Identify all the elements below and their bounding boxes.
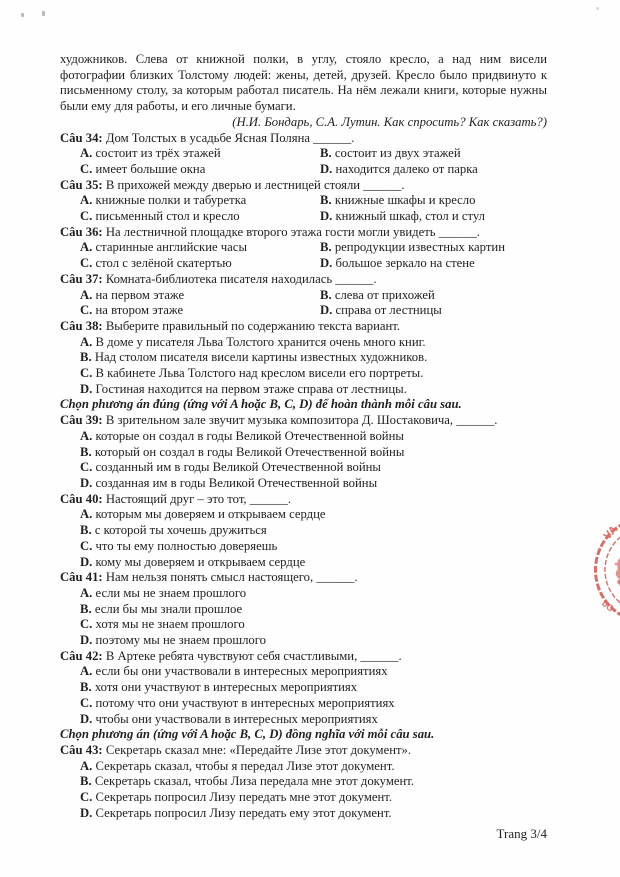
options-list (80, 240, 547, 271)
answer-option (320, 146, 547, 162)
option-letter: C. (80, 303, 93, 318)
option-text: справа от лестницы (332, 303, 442, 318)
answer-option (320, 162, 547, 178)
question-stem (60, 570, 547, 586)
question-text: Комната-библиотека писателя находилась ______. (102, 271, 377, 286)
options-list (80, 193, 547, 224)
option-text: старинные английские часы (92, 240, 247, 255)
option-text: стол с зелёной скатертью (92, 256, 232, 271)
question-block (60, 131, 547, 178)
question-stem (60, 743, 547, 759)
stamp-emblem (615, 550, 620, 595)
options-list (80, 429, 547, 492)
option-text: который он создал в годы Великой Отечественной войны (91, 444, 405, 459)
answer-option (80, 664, 547, 680)
option-text: Секретарь попросил Лизу передать мне этот документ. (92, 790, 393, 805)
option-letter: B. (80, 444, 92, 459)
answer-option (80, 602, 547, 618)
option-letter: A. (80, 193, 93, 208)
options-list (80, 335, 547, 398)
option-text: если мы не знаем прошлого (92, 585, 247, 600)
option-letter: C. (80, 460, 93, 475)
options-list (80, 759, 547, 822)
question-number: Câu 41: (60, 570, 103, 585)
option-letter: A. (80, 240, 93, 255)
question-stem (60, 319, 547, 335)
scan-speck (596, 7, 599, 10)
question-text: В зрительном зале звучит музыка композитора Д. Шостаковича, ______. (102, 413, 498, 428)
question-number: Câu 43: (60, 742, 103, 757)
option-text: с которой ты хочешь дружиться (91, 523, 267, 538)
option-letter: B. (80, 601, 92, 616)
option-letter: C. (80, 538, 93, 553)
answer-option (80, 507, 547, 523)
answer-option (80, 303, 320, 319)
option-letter: D. (80, 381, 93, 396)
option-letter: B. (320, 146, 332, 161)
option-text: слева от прихожей (331, 287, 435, 302)
question-text: Выберите правильный по содержанию текста вариант. (102, 318, 401, 333)
answer-option (80, 366, 547, 382)
answer-option (80, 633, 547, 649)
option-letter: D. (320, 209, 333, 224)
section-instruction: Chọn phương án đúng (ứng với A hoặc B, C, D) để hoàn thành mỗi câu sau. (60, 397, 462, 412)
option-text: Секретарь попросил Лизу передать ему этот документ. (92, 805, 392, 820)
answer-option (80, 350, 547, 366)
scan-speck (42, 11, 45, 16)
question-text: В прихожей между дверью и лестницей стояли ______. (102, 177, 405, 192)
option-text: Гостиная находится на первом этаже справа от лестницы. (92, 381, 407, 396)
option-text: созданный им в годы Великой Отечественной войны (92, 460, 381, 475)
option-text: на первом этаже (92, 287, 185, 302)
answer-option (80, 209, 320, 225)
option-text: книжные шкафы и кресло (331, 193, 476, 208)
question-text: Дом Толстых в усадьбе Ясная Поляна ______. (102, 130, 355, 145)
question-text: В Артеке ребята чувствуют себя счастливыми, ______. (102, 648, 402, 663)
question-stem (60, 272, 547, 288)
answer-option (80, 712, 547, 728)
answer-option (320, 256, 547, 272)
option-text: В доме у писателя Льва Толстого хранится очень много книг. (92, 334, 426, 349)
option-letter: B. (80, 523, 92, 538)
answer-option (80, 680, 547, 696)
question-block (60, 649, 547, 728)
answer-option (80, 382, 547, 398)
option-letter: B. (320, 240, 332, 255)
option-letter: A. (80, 758, 93, 773)
answer-option (80, 429, 547, 445)
option-text: имеет большие окна (92, 161, 206, 176)
answer-option (320, 240, 547, 256)
answer-option (80, 193, 320, 209)
answer-option (320, 288, 547, 304)
question-text: На лестничной площадке второго этажа гости могли увидеть ______. (102, 224, 480, 239)
option-letter: C. (80, 617, 93, 632)
option-letter: A. (80, 585, 93, 600)
question-text: Секретарь сказал мне: «Передайте Лизе этот документ». (102, 742, 412, 757)
option-letter: A. (80, 146, 93, 161)
option-letter: D. (80, 554, 93, 569)
question-text: Настоящий друг – это тот, ______. (102, 491, 292, 506)
options-list (80, 146, 547, 177)
option-text: Секретарь сказал, чтобы Лиза передала мне этот документ. (91, 774, 415, 789)
option-text: чтобы они участвовали в интересных мероприятиях (92, 711, 378, 726)
question-number: Câu 34: (60, 130, 103, 145)
question-block (60, 319, 547, 398)
answer-option (80, 240, 320, 256)
option-text: поэтому мы не знаем прошлого (92, 633, 267, 648)
option-text: на втором этаже (92, 303, 184, 318)
option-letter: A. (80, 287, 93, 302)
option-text: хотя мы не знаем прошлого (92, 617, 245, 632)
options-list (80, 664, 547, 727)
answer-option (80, 696, 547, 712)
question-stem (60, 225, 547, 241)
option-text: книжный шкаф, стол и стул (332, 209, 486, 224)
option-letter: A. (80, 664, 93, 679)
option-text: созданная им в годы Великой Отечественной войны (92, 475, 378, 490)
option-text: Секретарь сказал, чтобы я передал Лизе этот документ. (92, 758, 395, 773)
answer-option (80, 460, 547, 476)
option-text: книжные полки и табуретка (92, 193, 247, 208)
stamp-letters-top: VA (601, 523, 620, 543)
option-text: Над столом писателя висели картины известных художников. (91, 350, 428, 365)
options-list (80, 507, 547, 570)
question-block (60, 272, 547, 319)
option-letter: B. (80, 350, 92, 365)
option-text: находится далеко от парка (332, 161, 478, 176)
question-block (60, 178, 547, 225)
question-text: Нам нельзя понять смысл настоящего, ______. (102, 570, 358, 585)
question-number: Câu 35: (60, 177, 103, 192)
question-block (60, 225, 547, 272)
reading-source-citation: (Н.И. Бондарь, С.А. Лутин. Как спросить? Как сказать?) (232, 114, 547, 129)
option-letter: D. (320, 256, 333, 271)
answer-option (80, 445, 547, 461)
answer-option (80, 146, 320, 162)
question-block (60, 743, 547, 822)
option-letter: D. (80, 711, 93, 726)
answer-option (320, 209, 547, 225)
option-text: которым мы доверяем и открываем сердце (92, 507, 326, 522)
option-letter: D. (320, 303, 333, 318)
option-text: письменный стол и кресло (92, 209, 240, 224)
option-letter: B. (80, 680, 92, 695)
option-text: репродукции известных картин (331, 240, 505, 255)
question-stem (60, 649, 547, 665)
option-letter: C. (80, 256, 93, 271)
question-number: Câu 39: (60, 413, 103, 428)
option-text: хотя они участвуют в интересных мероприятиях (91, 680, 358, 695)
option-letter: C. (80, 695, 93, 710)
answer-option (80, 523, 547, 539)
option-letter: D. (80, 633, 93, 648)
option-letter: A. (80, 334, 93, 349)
answer-option (80, 555, 547, 571)
question-stem (60, 131, 547, 147)
answer-option (80, 806, 547, 822)
option-letter: C. (80, 366, 93, 381)
page-number: Trang 3/4 (496, 826, 547, 841)
option-text: если бы мы знали прошлое (91, 601, 243, 616)
option-text: большое зеркало на стене (332, 256, 475, 271)
question-stem (60, 413, 547, 429)
question-block (60, 492, 547, 571)
answer-option (80, 335, 547, 351)
option-letter: D. (320, 161, 333, 176)
answer-option (80, 162, 320, 178)
option-text: если бы они участвовали в интересных мероприятиях (92, 664, 388, 679)
option-letter: C. (80, 209, 93, 224)
question-number: Câu 37: (60, 271, 103, 286)
stamp-letters-bottom: bO (599, 598, 616, 614)
option-text: состоит из трёх этажей (92, 146, 221, 161)
question-stem (60, 178, 547, 194)
option-text: кому мы доверяем и открываем сердце (92, 554, 306, 569)
answer-option (80, 539, 547, 555)
option-letter: C. (80, 790, 93, 805)
option-text: состоит из двух этажей (331, 146, 461, 161)
question-stem (60, 492, 547, 508)
option-letter: B. (320, 287, 332, 302)
question-number: Câu 38: (60, 318, 103, 333)
option-letter: B. (320, 193, 332, 208)
option-letter: A. (80, 428, 93, 443)
option-letter: D. (80, 805, 93, 820)
options-list (80, 288, 547, 319)
option-text: которые он создал в годы Великой Отечественной войны (92, 428, 404, 443)
question-number: Câu 42: (60, 648, 103, 663)
answer-option (80, 288, 320, 304)
option-text: потому что они участвуют в интересных мероприятиях (92, 695, 395, 710)
option-letter: A. (80, 507, 93, 522)
answer-option (80, 256, 320, 272)
answer-option (320, 193, 547, 209)
answer-option (80, 759, 547, 775)
answer-option (80, 617, 547, 633)
question-number: Câu 36: (60, 224, 103, 239)
question-block (60, 413, 547, 492)
reading-paragraph: художников. Слева от книжной полки, в углу, стояло кресло, а над ним висели фотографии близких Толстому людей: жены, детей, друзей. Кресло было придвинуто к письменному столу, за которым работал писатель. На нём лежали книги, которые нужны были ему для работы, и его личные бумаги. (60, 52, 547, 114)
option-text: что ты ему полностью доверяешь (92, 538, 278, 553)
answer-option (80, 774, 547, 790)
answer-option (80, 790, 547, 806)
official-stamp-icon (592, 514, 620, 626)
exam-content (60, 52, 547, 821)
options-list (80, 586, 547, 649)
question-block (60, 570, 547, 649)
option-letter: D. (80, 475, 93, 490)
option-text: В кабинете Льва Толстого над креслом висели его портреты. (92, 366, 424, 381)
scan-speck (21, 13, 24, 17)
option-letter: C. (80, 161, 93, 176)
question-number: Câu 40: (60, 491, 103, 506)
answer-option (80, 586, 547, 602)
option-letter: B. (80, 774, 92, 789)
section-instruction: Chọn phương án (ứng với A hoặc B, C, D) đồng nghĩa với mỗi câu sau. (60, 727, 435, 742)
answer-option (320, 303, 547, 319)
answer-option (80, 476, 547, 492)
